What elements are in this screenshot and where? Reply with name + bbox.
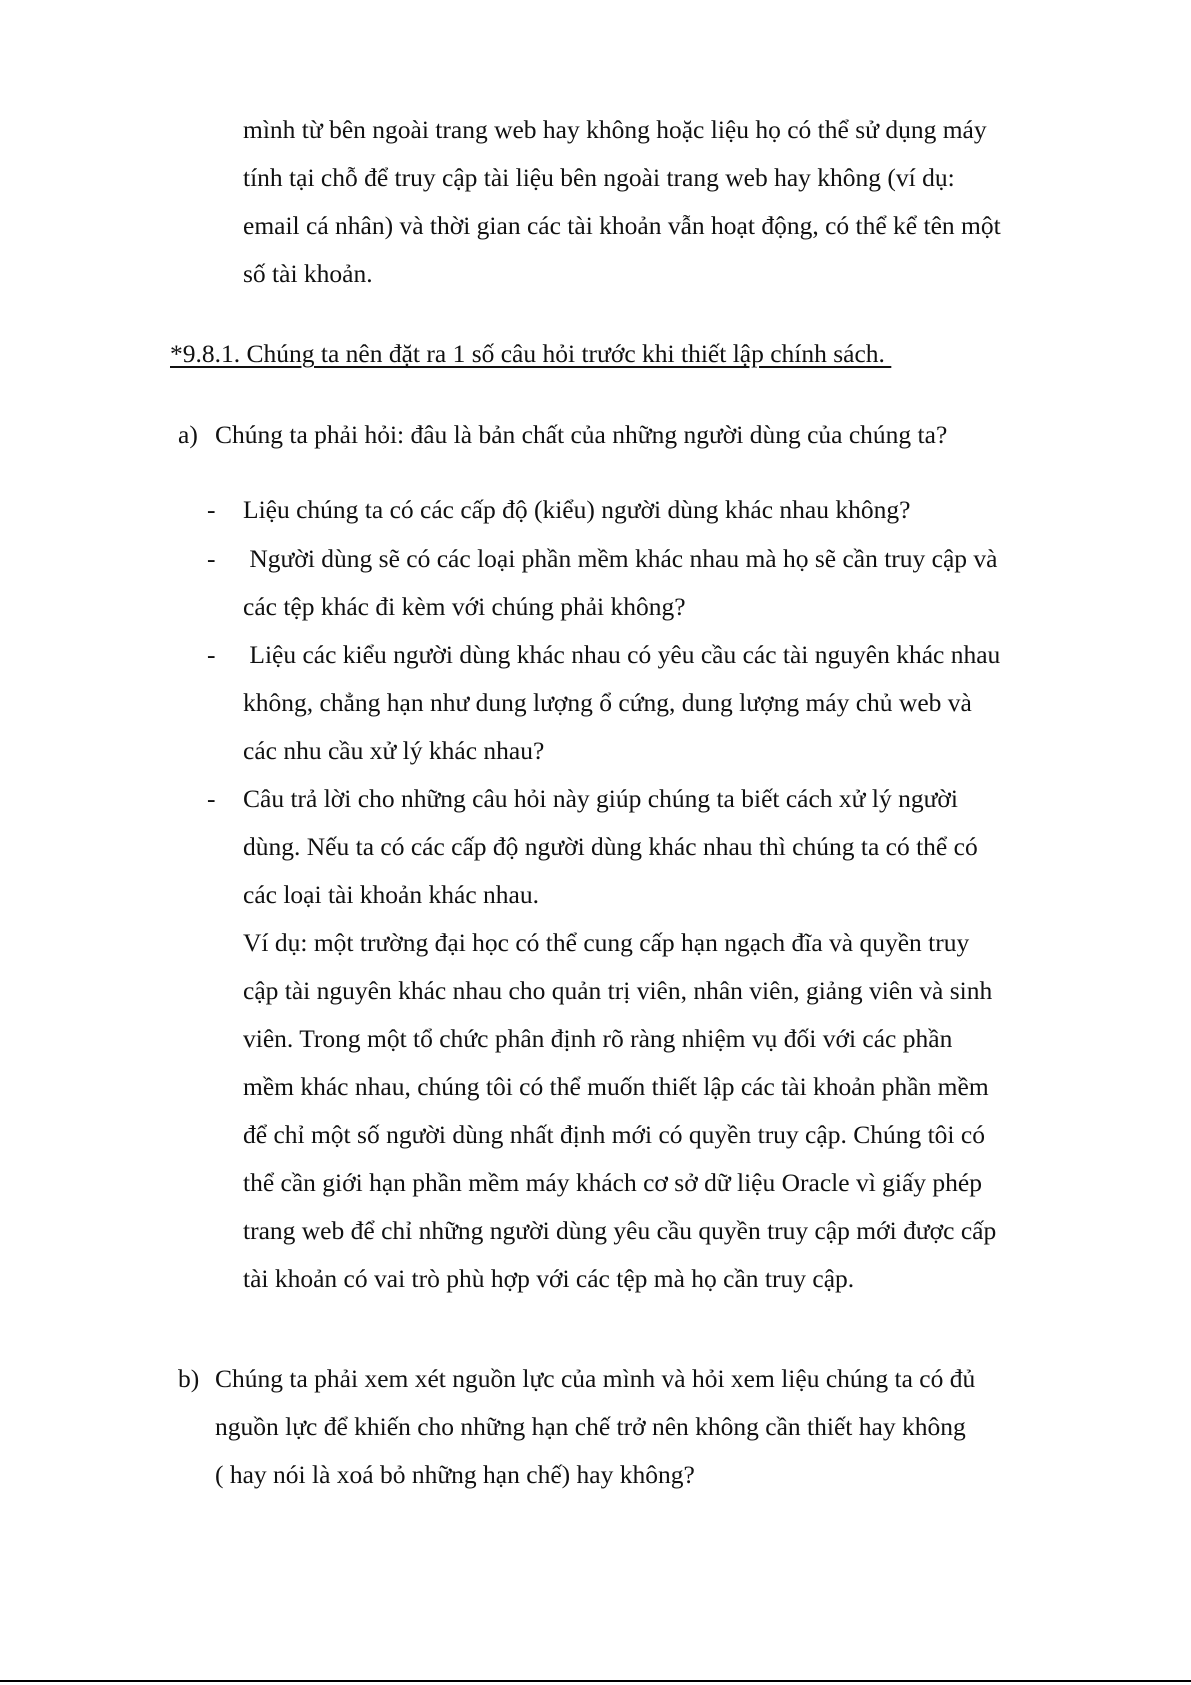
example-line: viên. Trong một tổ chức phân định rõ ràng nhiệm vụ đối với các phần: [243, 1024, 953, 1053]
bullet-dash: -: [207, 495, 216, 524]
bullet-line: Người dùng sẽ có các loại phần mềm khác nhau mà họ sẽ cần truy cập và: [243, 544, 998, 573]
bullet-line: Liệu các kiểu người dùng khác nhau có yêu cầu các tài nguyên khác nhau: [243, 640, 1001, 669]
section-a-text: Chúng ta phải hỏi: đâu là bản chất của những người dùng của chúng ta?: [215, 420, 948, 449]
example-line: mềm khác nhau, chúng tôi có thể muốn thiết lập các tài khoản phần mềm: [243, 1072, 989, 1101]
intro-line: email cá nhân) và thời gian các tài khoản vẫn hoạt động, có thể kể tên một: [243, 211, 1001, 240]
bullet-line: các tệp khác đi kèm với chúng phải không?: [243, 592, 686, 621]
section-b-line: ( hay nói là xoá bỏ những hạn chế) hay không?: [215, 1460, 695, 1489]
bullet-line: không, chẳng hạn như dung lượng ổ cứng, dung lượng máy chủ web và: [243, 688, 972, 717]
example-line: cập tài nguyên khác nhau cho quản trị viên, nhân viên, giảng viên và sinh: [243, 976, 993, 1005]
example-line: trang web để chỉ những người dùng yêu cầu quyền truy cập mới được cấp: [243, 1216, 997, 1245]
section-b-line: Chúng ta phải xem xét nguồn lực của mình và hỏi xem liệu chúng ta có đủ: [215, 1364, 976, 1393]
bullet-dash: -: [207, 544, 216, 573]
section-b-line: nguồn lực để khiến cho những hạn chế trở nên không cần thiết hay không: [215, 1412, 966, 1441]
example-line: tài khoản có vai trò phù hợp với các tệp mà họ cần truy cập.: [243, 1264, 855, 1293]
bullet-dash: -: [207, 640, 216, 669]
page-bottom-rule: [0, 1680, 1191, 1682]
intro-line: mình từ bên ngoài trang web hay không hoặc liệu họ có thể sử dụng máy: [243, 115, 987, 144]
bullet-line: các nhu cầu xử lý khác nhau?: [243, 736, 545, 765]
section-a-marker: a): [178, 420, 198, 449]
bullet-line: dùng. Nếu ta có các cấp độ người dùng khác nhau thì chúng ta có thể có: [243, 832, 978, 861]
example-line: Ví dụ: một trường đại học có thể cung cấp hạn ngạch đĩa và quyền truy: [243, 928, 970, 957]
bullet-dash: -: [207, 784, 216, 813]
bullet-line: các loại tài khoản khác nhau.: [243, 880, 539, 909]
example-line: thể cần giới hạn phần mềm máy khách cơ sở dữ liệu Oracle vì giấy phép: [243, 1168, 983, 1197]
intro-line: tính tại chỗ để truy cập tài liệu bên ngoài trang web hay không (ví dụ:: [243, 163, 955, 192]
example-line: để chỉ một số người dùng nhất định mới có quyền truy cập. Chúng tôi có: [243, 1120, 985, 1149]
bullet-line: Câu trả lời cho những câu hỏi này giúp chúng ta biết cách xử lý người: [243, 784, 958, 813]
bullet-line: Liệu chúng ta có các cấp độ (kiểu) người dùng khác nhau không?: [243, 495, 911, 524]
section-heading: *9.8.1. Chúng ta nên đặt ra 1 số câu hỏi trước khi thiết lập chính sách.: [170, 339, 892, 368]
section-b-marker: b): [178, 1364, 200, 1393]
intro-line: số tài khoản.: [243, 259, 373, 288]
